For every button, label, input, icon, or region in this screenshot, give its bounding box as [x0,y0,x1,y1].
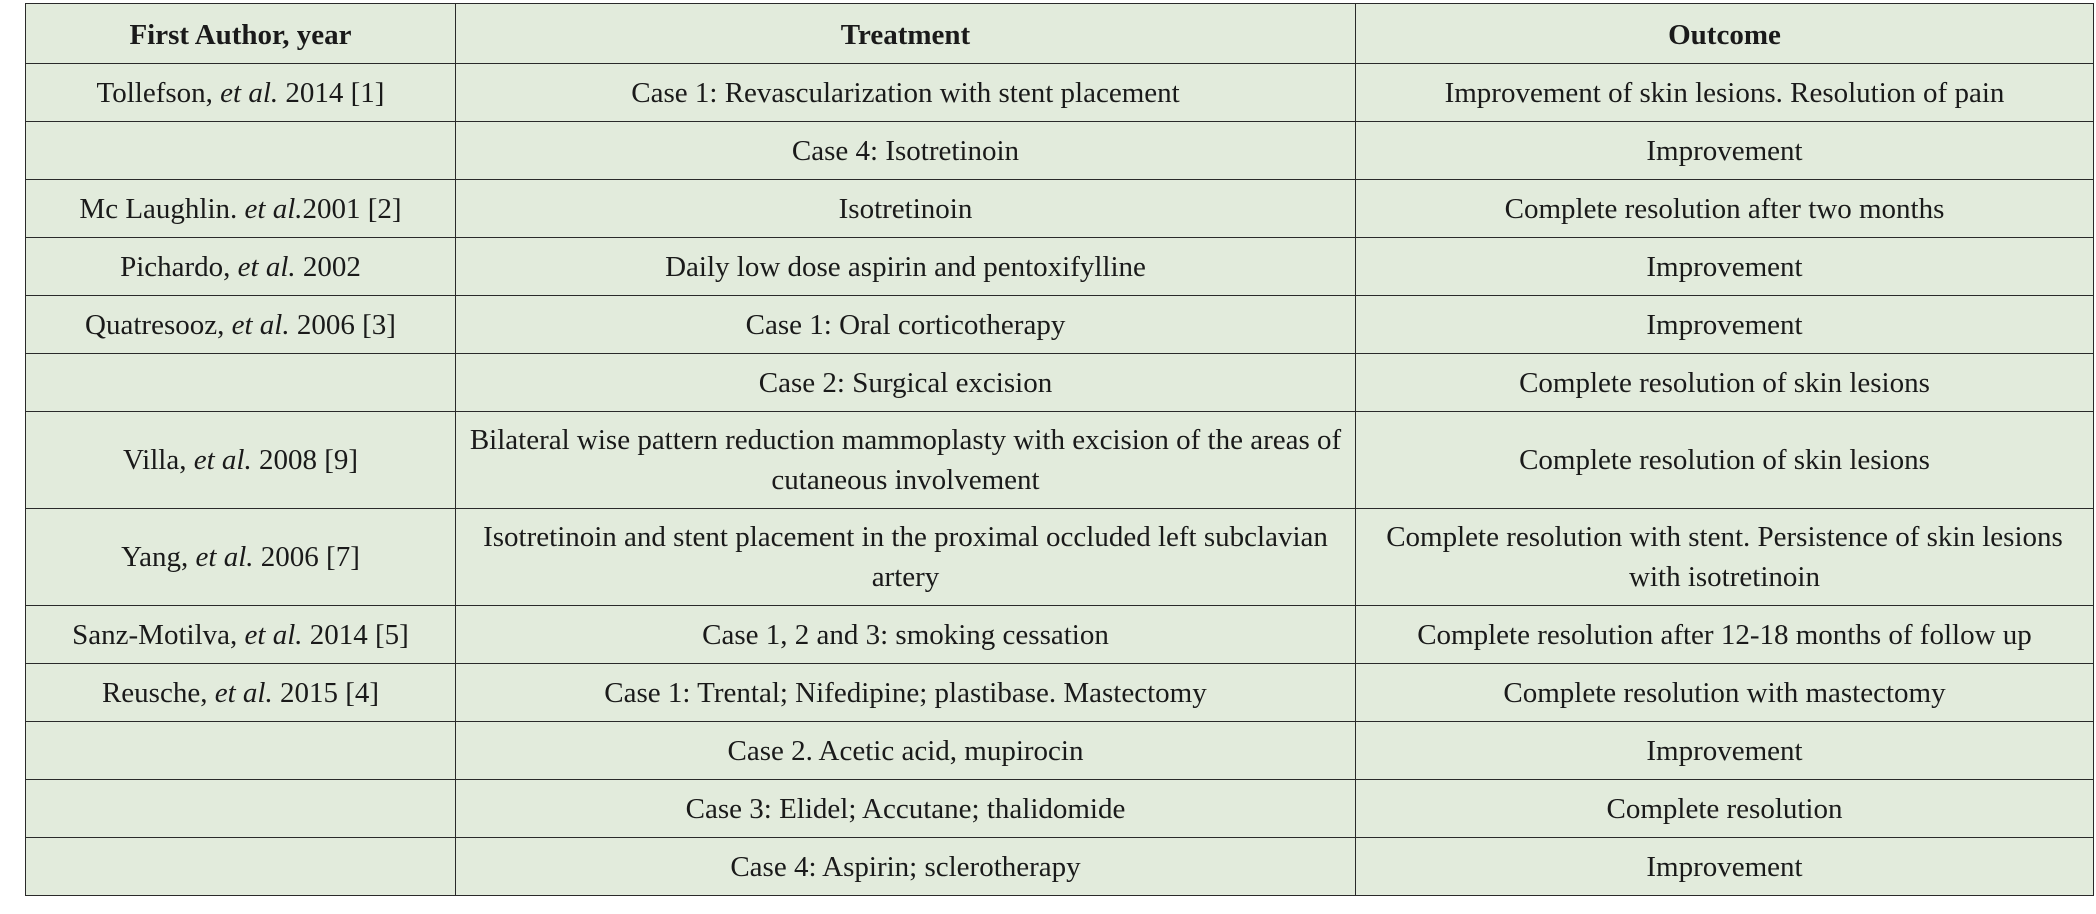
author-name: Reusche, [101,676,215,709]
author-cell [26,122,456,180]
author-cell [26,509,456,606]
author-year-ref: 2008 [9] [251,444,359,476]
outcome-cell: Improvement [1356,296,2094,354]
author-cell [26,238,456,296]
table-row [26,412,2094,509]
column-header-author: First Author, year [26,4,456,64]
author-year-ref: 2014 [5] [302,618,409,651]
author-name: Mc Laughlin. [79,192,245,225]
table-row [26,354,2094,412]
outcome-cell: Complete resolution with mastectomy [1356,664,2094,722]
outcome-cell: Complete resolution with stent. Persistence of skin lesions with isotretinoin [1356,509,2094,606]
author-year-ref: 2002 [295,250,361,283]
treatment-cell: Isotretinoin and stent placement in the proximal occluded left subclavian artery [456,509,1356,606]
table-row [26,722,2094,780]
outcome-cell: Complete resolution of skin lesions [1356,412,2094,509]
author-cell [26,838,456,896]
author-cell [26,354,456,412]
treatment-cell: Case 1: Trental; Nifedipine; plastibase. Mastectomy [456,664,1356,722]
treatment-cell: Case 1: Oral corticotherapy [456,296,1356,354]
treatment-cell: Case 4: Aspirin; sclerotherapy [456,838,1356,896]
table-row [26,509,2094,606]
treatment-cell: Isotretinoin [456,180,1356,238]
author-name: Quatresooz, [85,308,232,341]
author-et-al: et al. [220,76,279,109]
author-cell [26,412,456,509]
author-name: Pichardo, [120,250,238,283]
author-cell [26,180,456,238]
treatment-cell: Case 2. Acetic acid, mupirocin [456,722,1356,780]
author-cell [26,606,456,664]
author-et-al: et al. [193,444,252,476]
table-row [26,780,2094,838]
table-row [26,664,2094,722]
author-et-al: et al. [244,192,303,225]
author-name: Villa, [122,444,194,476]
table-row [26,180,2094,238]
treatment-cell: Case 3: Elidel; Accutane; thalidomide [456,780,1356,838]
table-row [26,838,2094,896]
author-year-ref: 2001 [2] [302,192,402,225]
author-cell [26,780,456,838]
treatment-outcome-table [25,3,2094,896]
treatment-cell: Case 1: Revascularization with stent placement [456,64,1356,122]
author-et-al: et al. [214,676,273,709]
outcome-cell: Improvement [1356,722,2094,780]
author-name: Tollefson, [96,76,221,109]
outcome-cell: Complete resolution after 12-18 months of follow up [1356,606,2094,664]
author-cell [26,722,456,780]
header-row [26,4,2094,64]
author-cell [26,64,456,122]
table-row [26,238,2094,296]
outcome-cell: Improvement [1356,122,2094,180]
table-row [26,122,2094,180]
author-name: Yang, [121,541,196,573]
table-row [26,64,2094,122]
author-year-ref: 2006 [7] [253,541,360,573]
table-row [26,606,2094,664]
treatment-cell: Daily low dose aspirin and pentoxifylline [456,238,1356,296]
outcome-cell: Improvement of skin lesions. Resolution of pain [1356,64,2094,122]
treatment-cell: Case 1, 2 and 3: smoking cessation [456,606,1356,664]
outcome-cell: Improvement [1356,238,2094,296]
column-header-outcome: Outcome [1356,4,2094,64]
treatment-cell: Case 2: Surgical excision [456,354,1356,412]
column-header-treatment: Treatment [456,4,1356,64]
author-et-al: et al. [231,308,290,341]
author-year-ref: 2014 [1] [278,76,385,109]
table-row [26,296,2094,354]
treatment-cell: Bilateral wise pattern reduction mammoplasty with excision of the areas of cutaneous involvement [456,412,1356,509]
author-name: Sanz-Motilva, [72,618,245,651]
outcome-cell: Improvement [1356,838,2094,896]
outcome-cell: Complete resolution of skin lesions [1356,354,2094,412]
author-year-ref: 2015 [4] [272,676,380,709]
outcome-cell: Complete resolution [1356,780,2094,838]
author-et-al: et al. [237,250,296,283]
outcome-cell: Complete resolution after two months [1356,180,2094,238]
author-cell [26,664,456,722]
author-et-al: et al. [195,541,254,573]
author-year-ref: 2006 [3] [289,308,396,341]
treatment-cell: Case 4: Isotretinoin [456,122,1356,180]
author-et-al: et al. [244,618,303,651]
author-cell [26,296,456,354]
